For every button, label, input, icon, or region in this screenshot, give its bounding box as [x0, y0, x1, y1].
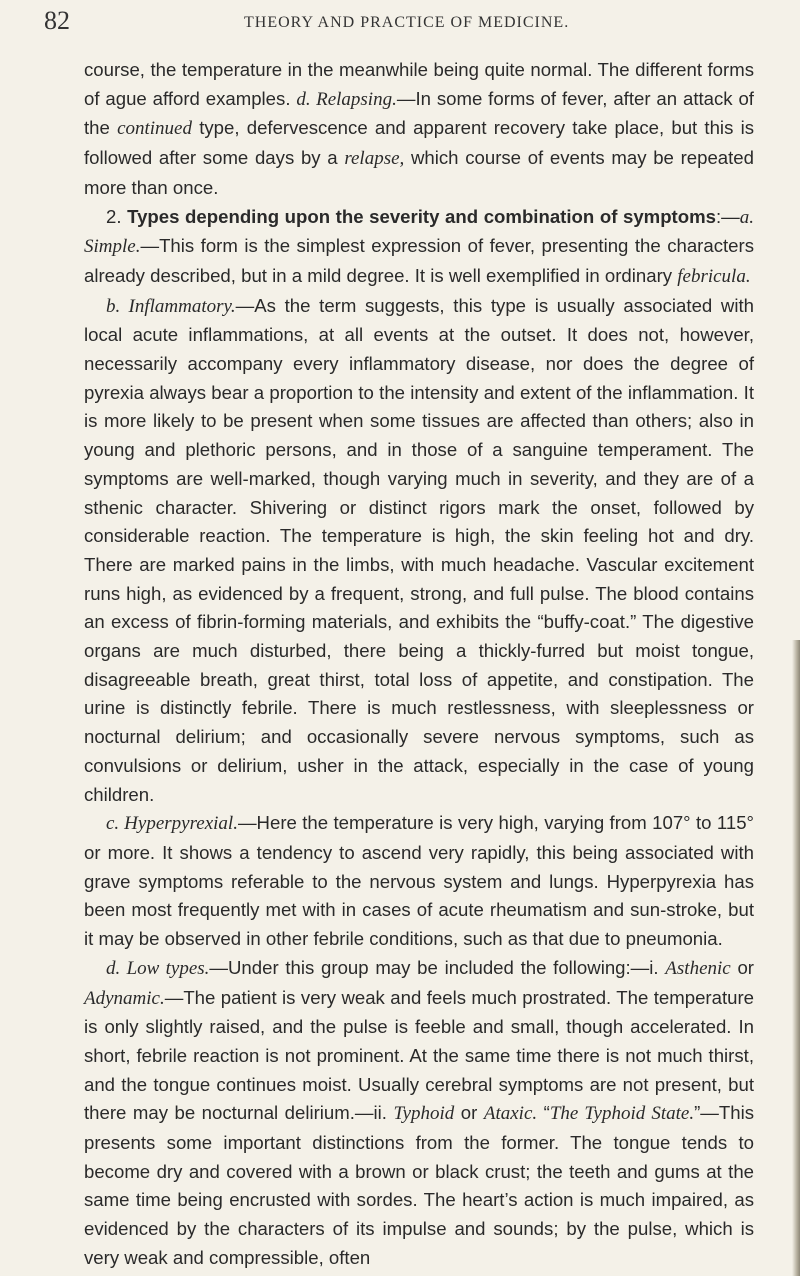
- text-run: —The patient is very weak and feels much prostrated. The temperature is only slightly raised, and the pulse is feeble and small, though accelerated. In short, febrile reaction is not prominent. At the same time there is not much thirst, and the tongue continues moist. Usually cerebral symptoms are not present, but there may be nocturnal delirium.—ii.: [84, 986, 754, 1124]
- text-run: course, the temperature in the meanwhile being quite normal. The different forms of ague afford examples.: [84, 59, 754, 109]
- italic-run: Asthenic: [665, 957, 731, 979]
- text-run: :—: [715, 205, 740, 227]
- text-run: —Under this group may be included the following:—i.: [209, 956, 666, 978]
- body-text: [84, 56, 754, 1273]
- italic-run: relapse,: [344, 148, 405, 170]
- running-head: THEORY AND PRACTICE OF MEDICINE.: [244, 14, 570, 31]
- paragraph-3: [84, 292, 754, 810]
- text-run: —This form is the simplest expression of fever, presenting the characters already described, but in a mild degree. It is well exemplified in ordinary: [84, 235, 754, 286]
- italic-run: d. Low types.: [106, 957, 210, 979]
- text-run: or: [730, 956, 754, 978]
- page-number: 82: [44, 6, 70, 35]
- bold-heading: Types depending upon the severity and combination of symptoms: [127, 205, 716, 227]
- page-header: [44, 6, 764, 36]
- italic-run: a. Simple.: [84, 206, 754, 258]
- text-run: ”—This presents some important distinctions from the former. The tongue tends to become dry and covered with a brown or black crust; the teeth and gums at the same time being encrusted with sordes. The heart’s action is much impaired, as evidenced by the characters of its impulse and sounds; by the pulse, which is very weak and compressible, often: [84, 1102, 754, 1268]
- text-run: —In some forms of fever, after an attack of the: [84, 87, 754, 139]
- text-run: —As the term suggests, this type is usually associated with local acute inflammations, at all events at the outset. It does not, however, necessarily accompany every inflammatory disease, nor does the degree of pyrexia always bear a proportion to the intensity and extent of the inflammation. It is more likely to be present when some tissues are affected than others; also in young and plethoric persons, and in those of a sanguine temperament. The symptoms are well-marked, though varying much in severity, and they are of a sthenic character. Shivering or distinct rigors mark the onset, followed by considerable reaction. The temperature is high, the skin feeling hot and dry. There are marked pains in the limbs, with much headache. Vascular excitement runs high, as evidenced by a frequent, strong, and full pulse. The blood contains an excess of fibrin-forming materials, and exhibits the “buffy-coat.” The digestive organs are much disturbed, there being a thickly-furred but moist tongue, disagreeable breath, great thirst, total loss of appetite, and constipation. The urine is distinctly febrile. There is much restlessness, with sleeplessness or nocturnal delirium; and occasionally severe nervous symptoms, such as convulsions or delirium, usher in the attack, especially in the case of young children.: [84, 294, 754, 805]
- paragraph-4: [84, 809, 754, 954]
- text-run: “: [537, 1102, 550, 1124]
- paragraph-2: [84, 203, 754, 292]
- text-run: 2.: [106, 205, 128, 227]
- italic-run: c. Hyperpyrexial.: [106, 813, 238, 835]
- page-edge-shadow: [792, 640, 800, 1276]
- italic-run: Typhoid: [393, 1103, 455, 1125]
- text-run: which course of events may be repeated more than once.: [84, 147, 754, 198]
- text-run: type, defervescence and apparent recovery take place, but this is followed after some days by a: [84, 117, 754, 169]
- italic-run: Adynamic.: [84, 987, 165, 1009]
- italic-run: continued: [117, 118, 192, 140]
- paragraph-5: [84, 954, 754, 1273]
- italic-run: febricula.: [677, 265, 751, 287]
- paragraph-1: [84, 56, 754, 203]
- text-run: or: [454, 1102, 484, 1124]
- italic-run: d. Relapsing.: [296, 88, 397, 110]
- italic-run: The Typhoid State.: [549, 1103, 695, 1125]
- italic-run: b. Inflammatory.: [106, 295, 236, 317]
- text-run: —Here the temperature is very high, varying from 107° to 115° or more. It shows a tendency to ascend very rapidly, this being associated with grave symptoms referable to the nervous system and lungs. Hyperpyrexia has been most frequently met with in cases of acute rheumatism and sun-stroke, but it may be observed in other febrile conditions, such as that due to pneumonia.: [84, 812, 754, 950]
- italic-run: Ataxic.: [483, 1103, 538, 1125]
